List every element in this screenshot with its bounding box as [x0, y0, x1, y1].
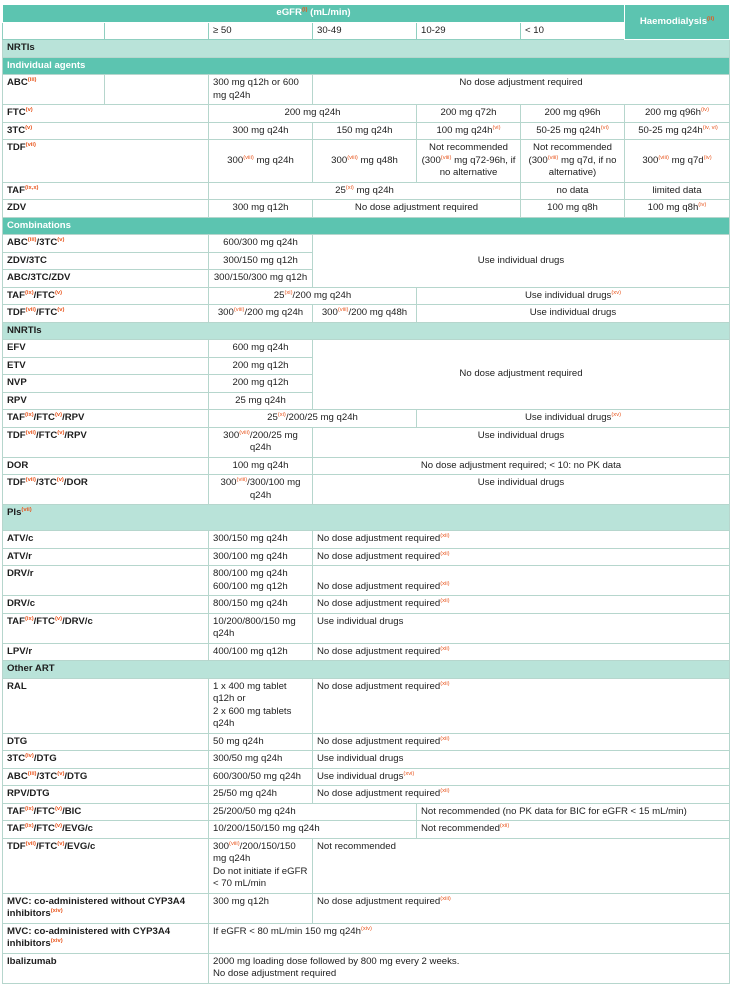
section-nnrtis: NNRTIs [3, 322, 730, 340]
empty-cell [105, 22, 209, 40]
drug-name: TAF$^{(ix,x)}$ [3, 182, 209, 200]
row-atvc: ATV/c 300/150 mg q24h No dose adjustment required$^{(xii)}$ [3, 531, 730, 549]
range-30-49: 30-49 [313, 22, 417, 40]
section-pis: PIs$^{(vii)}$ [3, 505, 730, 531]
row-taf-ftc-bic: TAF$^{(ix)}$/FTC$^{(v)}$/BIC 25/200/50 mg q24h Not recommended (no PK data for BIC for eGFR < 15 mL/min) [3, 803, 730, 821]
renal-dosing-table [2, 4, 730, 984]
row-dtg: DTG 50 mg q24h No dose adjustment required$^{(xii)}$ [3, 733, 730, 751]
row-efv: EFV 600 mg q24h No dose adjustment required [3, 340, 730, 358]
section-nrtis: NRTIs [3, 40, 730, 58]
row-mvc-with: MVC: co-administered with CYP3A4 inhibitors$^{(xiv)}$ If eGFR < 80 mL/min 150 mg $q24h^{(xiv)}$ [3, 923, 730, 953]
range-10-29: 10-29 [417, 22, 521, 40]
drug-name: 3TC$^{(v)}$ [3, 122, 209, 140]
row-mvc-without: MVC: co-administered without CYP3A4 inhibitors$^{(xiv)}$ 300 mg q12h No dose adjustment required$^{(xiii)}$ [3, 893, 730, 923]
row-drvr: DRV/r 800/100 mg q24h 600/100 mg q12h No dose adjustment required$^{(xii)}$ [3, 566, 730, 596]
row-abc-3tc-dtg: ABC$^{(iii)}$/3TC$^{(v)}$/DTG 600/300/50 mg q24h Use individual drugs$^{(xvi)}$ [3, 768, 730, 786]
range-lt10: < 10 [521, 22, 625, 40]
row-3tc-dtg: 3TC$^{(iv)}$/DTG 300/50 mg q24h Use individual drugs [3, 751, 730, 769]
row-tdf: TDF$^{(vii)}$ 300$^{(viii)}$ mg q24h 300$^{(viii)}$ mg q48h Not recommended (300$^{(viii)}$ mg q72-96h, if no alternative Not recommended (300$^{(viii)}$ mg q7d, if no alternative) 300$^{(viii)}$ mg $q7d^{(iv)}$ [3, 140, 730, 183]
drug-name: ZDV [3, 200, 209, 218]
range-ge50: ≥ 50 [209, 22, 313, 40]
row-abc: ABC$^{(iii)}$ 300 mg q12h or 600 mg q24h No dose adjustment required [3, 75, 730, 105]
row-ral: RAL 1 x 400 mg tablet q12h or 2 x 600 mg tablets q24h No dose adjustment required$^{(xii)}$ [3, 678, 730, 733]
header-row [3, 5, 730, 23]
row-atvr: ATV/r 300/100 mg q24h No dose adjustment required$^{(xii)}$ [3, 548, 730, 566]
drug-name: FTC$^{(v)}$ [3, 105, 209, 123]
row-rpv-dtg: RPV/DTG 25/50 mg q24h No dose adjustment required$^{(xii)}$ [3, 786, 730, 804]
row-rpv: RPV 25 mg q24h [3, 392, 730, 410]
row-abc-3tc-zdv: ABC/3TC/ZDV 300/150/300 mg q12h [3, 270, 730, 288]
row-taf-ftc-evgc: TAF$^{(ix)}$/FTC$^{(v)}$/EVG/c 10/200/150/150 mg q24h Not recommended$^{(xii)}$ [3, 821, 730, 839]
row-zdv-3tc: ZDV/3TC 300/150 mg q12h [3, 252, 730, 270]
row-zdv: ZDV 300 mg q12h No dose adjustment required 100 mg q8h 100 mg $q8h^{(iv)}$ [3, 200, 730, 218]
row-taf-ftc: TAF$^{(ix)}$/FTC$^{(v)}$ 25$^{(xi)}$/200 mg q24h Use individual drugs$^{(xv)}$ [3, 287, 730, 305]
row-abc-3tc: ABC$^{(iii)}$/3TC$^{(v)}$ 600/300 mg q24h Use individual drugs [3, 235, 730, 253]
row-etv: ETV 200 mg q12h [3, 357, 730, 375]
haemodialysis-header: Haemodialysis$^{(ii)}$ [625, 5, 730, 40]
row-lpvr: LPV/r 400/100 mg q12h No dose adjustment required$^{(xii)}$ [3, 643, 730, 661]
row-tdf-3tc-dor: TDF$^{(vii)}$/3TC$^{(v)}$/DOR 300$^{(viii)}$/300/100 mg q24h Use individual drugs [3, 475, 730, 505]
section-individual-agents: Individual agents [3, 57, 730, 75]
egfr-ranges-row [3, 22, 730, 40]
empty-cell [3, 22, 105, 40]
row-ftc: FTC$^{(v)}$ 200 mg q24h 200 mg q72h 200 mg q96h 200 mg $q96h^{(iv)}$ [3, 105, 730, 123]
row-taf: TAF$^{(ix,x)}$ 25$^{(xi)}$ mg q24h no data limited data [3, 182, 730, 200]
row-tdf-ftc-rpv: TDF$^{(vii)}$/FTC$^{(v)}$/RPV 300$^{(viii)}$/200/25 mg q24h Use individual drugs [3, 427, 730, 457]
row-taf-ftc-rpv: TAF$^{(ix)}$/FTC$^{(v)}$/RPV 25$^{(xi)}$/200/25 mg q24h Use individual drugs$^{(xv)}$ [3, 410, 730, 428]
row-taf-ftc-drvc: TAF$^{(ix)}$/FTC$^{(v)}$/DRV/c 10/200/800/150 mg q24h Use individual drugs [3, 613, 730, 643]
drug-name: ABC$^{(iii)}$ [3, 75, 105, 105]
row-tdf-ftc-evgc: TDF$^{(vii)}$/FTC$^{(v)}$/EVG/c 300$^{(viii)}$/200/150/150 mg q24h Do not initiate if eGFR < 70 mL/min Not recommended [3, 838, 730, 893]
section-other-art: Other ART [3, 661, 730, 679]
egfr-header: eGFR$^{(i)}$ (mL/min) [3, 5, 625, 23]
row-nvp: NVP 200 mg q12h [3, 375, 730, 393]
row-3tc: 3TC$^{(v)}$ 300 mg q24h 150 mg q24h 100 mg $q24h^{(vi)}$ 50-25 mg $q24h^{(vi)}$ 50-25 mg $q24h^{(iv, vi)}$ [3, 122, 730, 140]
drug-name: TDF$^{(vii)}$ [3, 140, 209, 183]
section-combinations: Combinations [3, 217, 730, 235]
row-ibalizumab: Ibalizumab 2000 mg loading dose followed by 800 mg every 2 weeks. No dose adjustment required [3, 953, 730, 983]
row-dor: DOR 100 mg q24h No dose adjustment required; < 10: no PK data [3, 457, 730, 475]
row-tdf-ftc: TDF$^{(vii)}$/FTC$^{(v)}$ 300$^{(viii)}$/200 mg q24h 300$^{(viii)}$/200 mg q48h Use individual drugs [3, 305, 730, 323]
row-drvc: DRV/c 800/150 mg q24h No dose adjustment required$^{(xii)}$ [3, 596, 730, 614]
